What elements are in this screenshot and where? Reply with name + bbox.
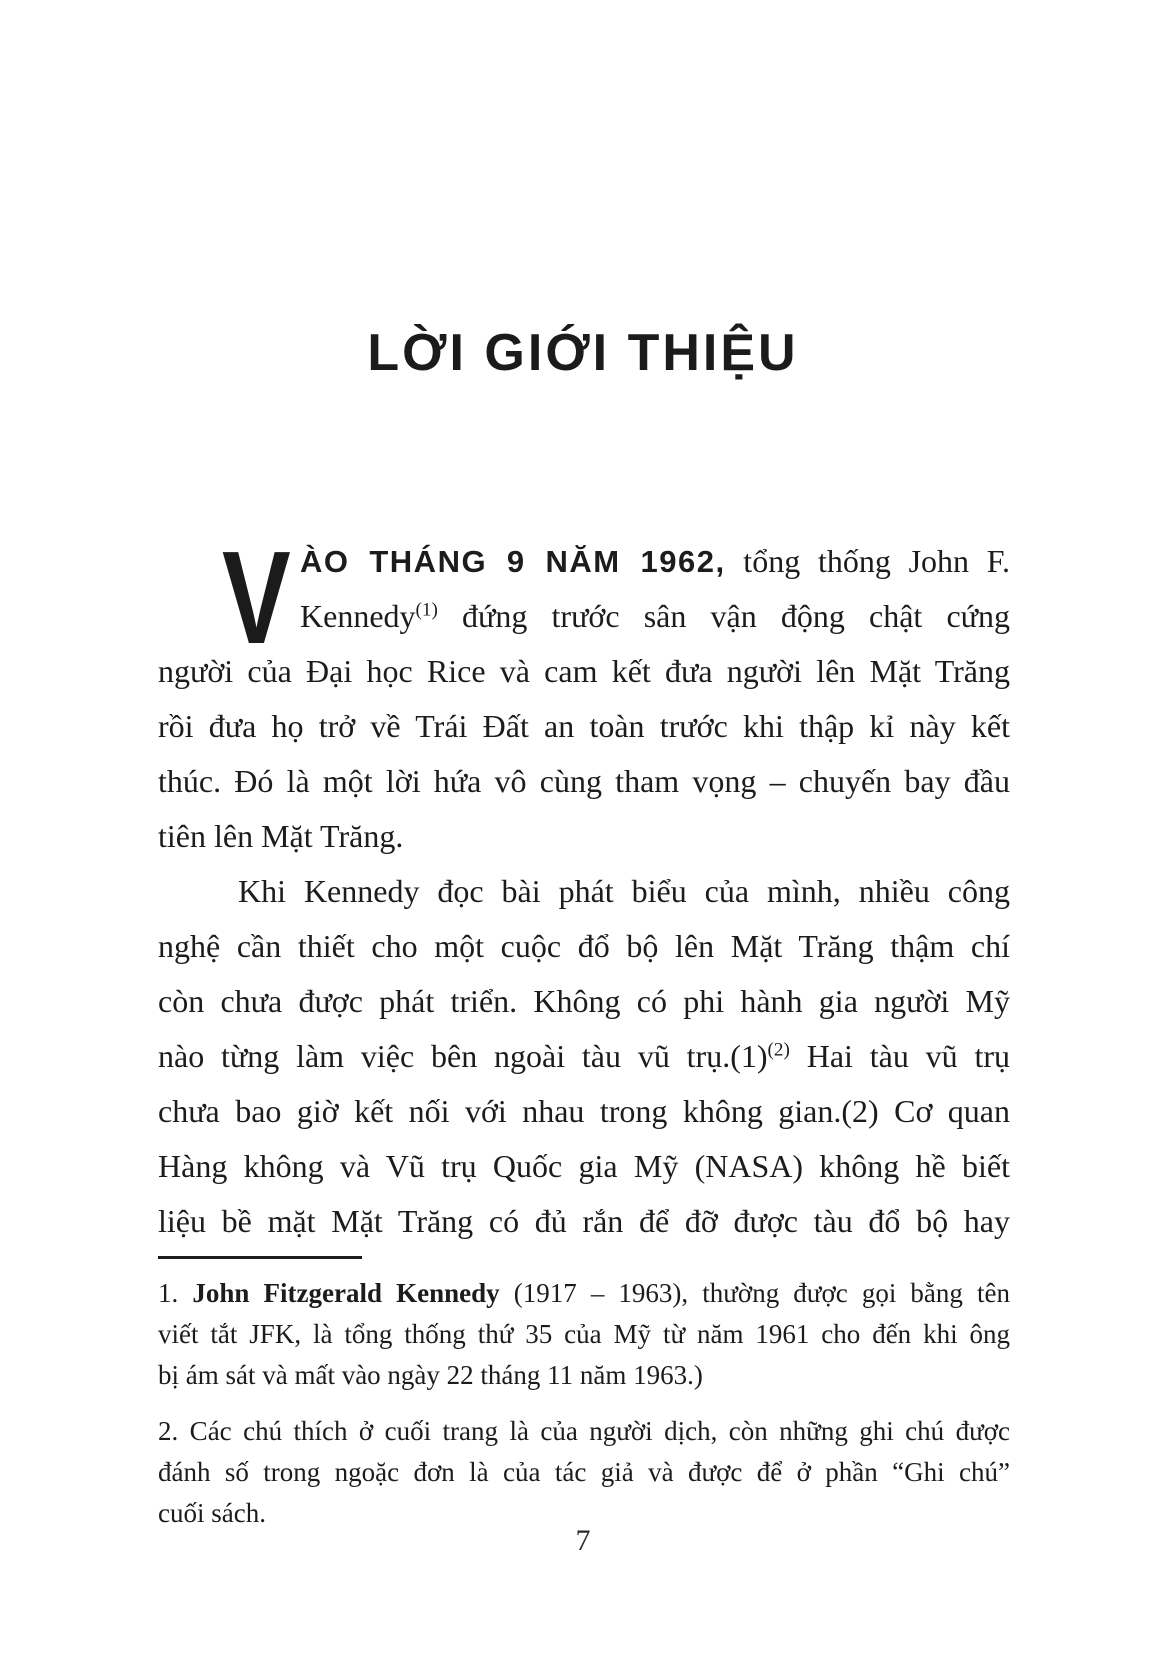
text-line: chưa bao giờ kết nối với nhau trong không gian.(2) Cơ quan	[158, 1093, 1010, 1129]
text-line: Kennedy$^{(1)}$ đứng trước sân vận động chật cứng	[300, 598, 1010, 634]
text-line: đánh số trong ngoặc đơn là của tác giả và được để ở phần “Ghi chú”	[158, 1457, 1010, 1487]
text-line: nào từng làm việc bên ngoài tàu vũ $trụ.(1)^{(2)}$ Hai tàu vũ trụ	[158, 1038, 1011, 1074]
page-number: 7	[575, 1524, 591, 1557]
chapter-title: LỜI GIỚI THIỆU	[367, 323, 799, 382]
text-line: thúc. Đó là một lời hứa vô cùng tham vọng – chuyến bay đầu	[158, 763, 1010, 799]
paragraph-lines	[158, 864, 1010, 1249]
text-line: liệu bề mặt Mặt Trăng có đủ rắn để đỡ được tàu đổ bộ hay	[158, 1203, 1010, 1239]
body-text	[158, 524, 1011, 1249]
footnote-2	[158, 1411, 1010, 1534]
text-line: 1. John Fitzgerald Kennedy (1917 – 1963), thường được gọi bằng tên	[158, 1278, 1011, 1308]
footnote-1	[158, 1273, 1010, 1396]
text-line: cuối sách.	[158, 1498, 266, 1528]
text-line: ÀO THÁNG 9 NĂM 1962, tổng thống John F.	[300, 543, 1011, 579]
text-line: còn chưa được phát triển. Không có phi hành gia người Mỹ	[158, 983, 1010, 1019]
text-line: rồi đưa họ trở về Trái Đất an toàn trước khi thập kỉ này kết	[158, 708, 1010, 744]
text-line: Khi Kennedy đọc bài phát biểu của mình, nhiều công	[238, 873, 1010, 909]
footnote-separator-rule	[158, 1256, 362, 1259]
dropcap-letter: V	[222, 524, 291, 671]
text-line: tiên lên Mặt Trăng.	[158, 818, 404, 854]
text-line: người của Đại học Rice và cam kết đưa người lên Mặt Trăng	[158, 653, 1010, 689]
text-line: viết tắt JFK, là tổng thống thứ 35 của Mỹ từ năm 1961 cho đến khi ông	[158, 1319, 1010, 1349]
paragraph-kennedy-speech	[158, 864, 1010, 1249]
text-line: bị ám sát và mất vào ngày 22 tháng 11 năm 1963.)	[158, 1360, 703, 1390]
text-line: nghệ cần thiết cho một cuộc đổ bộ lên Mặt Trăng thậm chí	[158, 928, 1010, 964]
text-line: Hàng không và Vũ trụ Quốc gia Mỹ (NASA) không hề biết	[158, 1148, 1010, 1184]
text-line: 2. Các chú thích ở cuối trang là của người dịch, còn những ghi chú được	[158, 1416, 1010, 1446]
footnote-area	[158, 1256, 1010, 1534]
paragraph-intro	[158, 524, 1011, 864]
